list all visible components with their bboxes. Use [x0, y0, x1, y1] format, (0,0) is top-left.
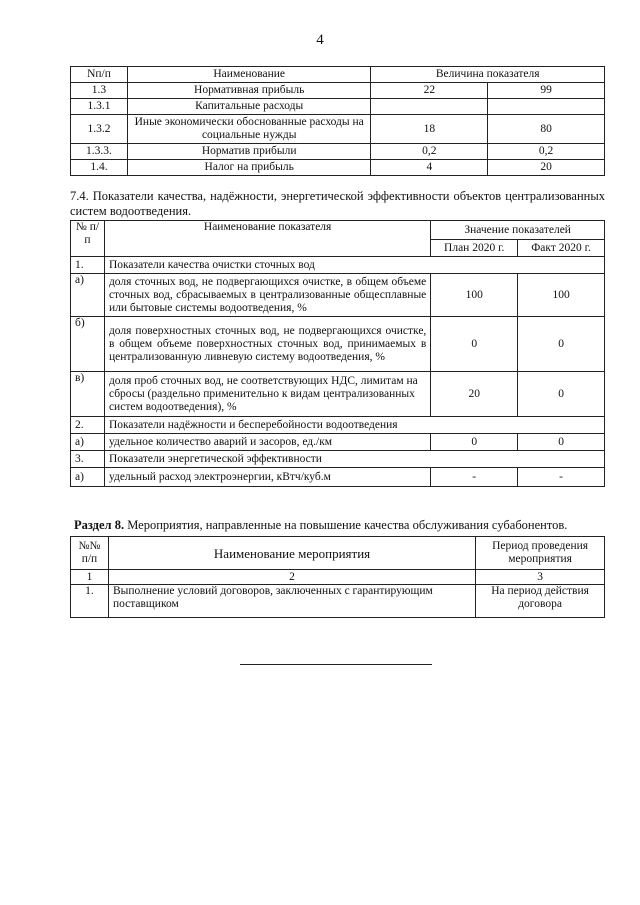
section-8-heading [74, 518, 567, 533]
row-value-1: 0,2 [371, 144, 488, 160]
row-name: Нормативная прибыль [127, 83, 371, 99]
row-name: доля сточных вод, не подвергающихся очистке, в общем объеме сточных вод, сбрасываемых в централизованные общесплавные или бытовые системы водоотведения, % [104, 274, 430, 317]
header-fact: Факт 2020 г. [518, 240, 605, 257]
row-name: удельное количество аварий и засоров, ед./км [104, 434, 430, 451]
row-value-1: 4 [371, 160, 488, 176]
index-num: 1 [71, 570, 109, 585]
row-num: 1.3.3. [71, 144, 128, 160]
row-fact: 100 [518, 274, 605, 317]
table-row [71, 434, 605, 451]
table-group-row [71, 417, 605, 434]
row-fact: 0 [518, 372, 605, 417]
row-value-2: 99 [488, 83, 605, 99]
row-plan: 0 [431, 434, 518, 451]
index-name: 2 [108, 570, 475, 585]
table-row [71, 115, 605, 144]
row-value-2 [488, 99, 605, 115]
index-period: 3 [476, 570, 605, 585]
row-value-1 [371, 99, 488, 115]
header-num: №№ п/п [71, 537, 109, 570]
section-7-4-heading: 7.4. Показатели качества, надёжности, энергетической эффективности объектов централизованных систем водоотведения. [70, 189, 605, 218]
row-plan: 100 [431, 274, 518, 317]
profit-table [70, 66, 605, 176]
row-name: Иные экономически обоснованные расходы на социальные нужды [127, 115, 371, 144]
header-values: Значение показателей [431, 221, 605, 240]
indicators-table [70, 220, 605, 487]
row-fact: - [518, 468, 605, 487]
table-row [71, 585, 605, 618]
row-fact: 0 [518, 317, 605, 372]
row-name: Норматив прибыли [127, 144, 371, 160]
header-name: Наименование показателя [104, 221, 430, 257]
bottom-divider [240, 664, 432, 665]
row-fact: 0 [518, 434, 605, 451]
table-row [71, 99, 605, 115]
row-value-1: 22 [371, 83, 488, 99]
row-num: а) [71, 274, 105, 317]
table-row [71, 144, 605, 160]
table-group-row [71, 451, 605, 468]
row-num: а) [71, 468, 105, 487]
header-value: Величина показателя [371, 67, 605, 83]
row-name: доля проб сточных вод, не соответствующих НДС, лимитам на сбросы (раздельно применительно к видам централизованных систем водоотведения), % [104, 372, 430, 417]
header-num: Nп/п [71, 67, 128, 83]
row-num: 1.3.1 [71, 99, 128, 115]
row-value-2: 80 [488, 115, 605, 144]
header-name: Наименование [127, 67, 371, 83]
page-number: 4 [316, 32, 324, 48]
table-header-row [71, 221, 605, 240]
measures-table [70, 536, 605, 618]
header-num: № п/п [71, 221, 105, 257]
row-value-2: 20 [488, 160, 605, 176]
table-group-row [71, 257, 605, 274]
row-num: б) [71, 317, 105, 372]
row-value-1: 18 [371, 115, 488, 144]
row-num: 1. [71, 585, 109, 618]
header-plan: План 2020 г. [431, 240, 518, 257]
table-row [71, 372, 605, 417]
section-8-title: Мероприятия, направленные на повышение качества обслуживания субабонентов. [127, 518, 568, 532]
row-name: Налог на прибыль [127, 160, 371, 176]
row-name: Показатели надёжности и бесперебойности водоотведения [104, 417, 604, 434]
table-index-row [71, 570, 605, 585]
header-period: Период проведения мероприятия [476, 537, 605, 570]
row-period: На период действия договора [476, 585, 605, 618]
row-name: удельный расход электроэнергии, кВтч/куб.м [104, 468, 430, 487]
row-name: доля поверхностных сточных вод, не подвергающихся очистке, в общем объеме поверхностных сточных вод, принимаемых в централизованную ливневую систему водоотведения, % [104, 317, 430, 372]
row-plan: - [431, 468, 518, 487]
row-num: 2. [71, 417, 105, 434]
row-name: Капитальные расходы [127, 99, 371, 115]
row-plan: 20 [431, 372, 518, 417]
table-header-row [71, 537, 605, 570]
row-num: 1.4. [71, 160, 128, 176]
section-8-label: Раздел 8. [74, 518, 125, 532]
row-plan: 0 [431, 317, 518, 372]
row-num: 1.3.2 [71, 115, 128, 144]
table-row [71, 468, 605, 487]
row-name: Выполнение условий договоров, заключенных с гарантирующим поставщиком [108, 585, 475, 618]
row-num: 1.3 [71, 83, 128, 99]
row-name: Показатели энергетической эффективности [104, 451, 604, 468]
table-row [71, 317, 605, 372]
table-header-row [71, 67, 605, 83]
row-num: 3. [71, 451, 105, 468]
row-name: Показатели качества очистки сточных вод [104, 257, 604, 274]
row-num: 1. [71, 257, 105, 274]
row-num: в) [71, 372, 105, 417]
row-value-2: 0,2 [488, 144, 605, 160]
header-name: Наименование мероприятия [108, 537, 475, 570]
row-num: а) [71, 434, 105, 451]
table-row [71, 83, 605, 99]
table-row [71, 274, 605, 317]
table-row [71, 160, 605, 176]
